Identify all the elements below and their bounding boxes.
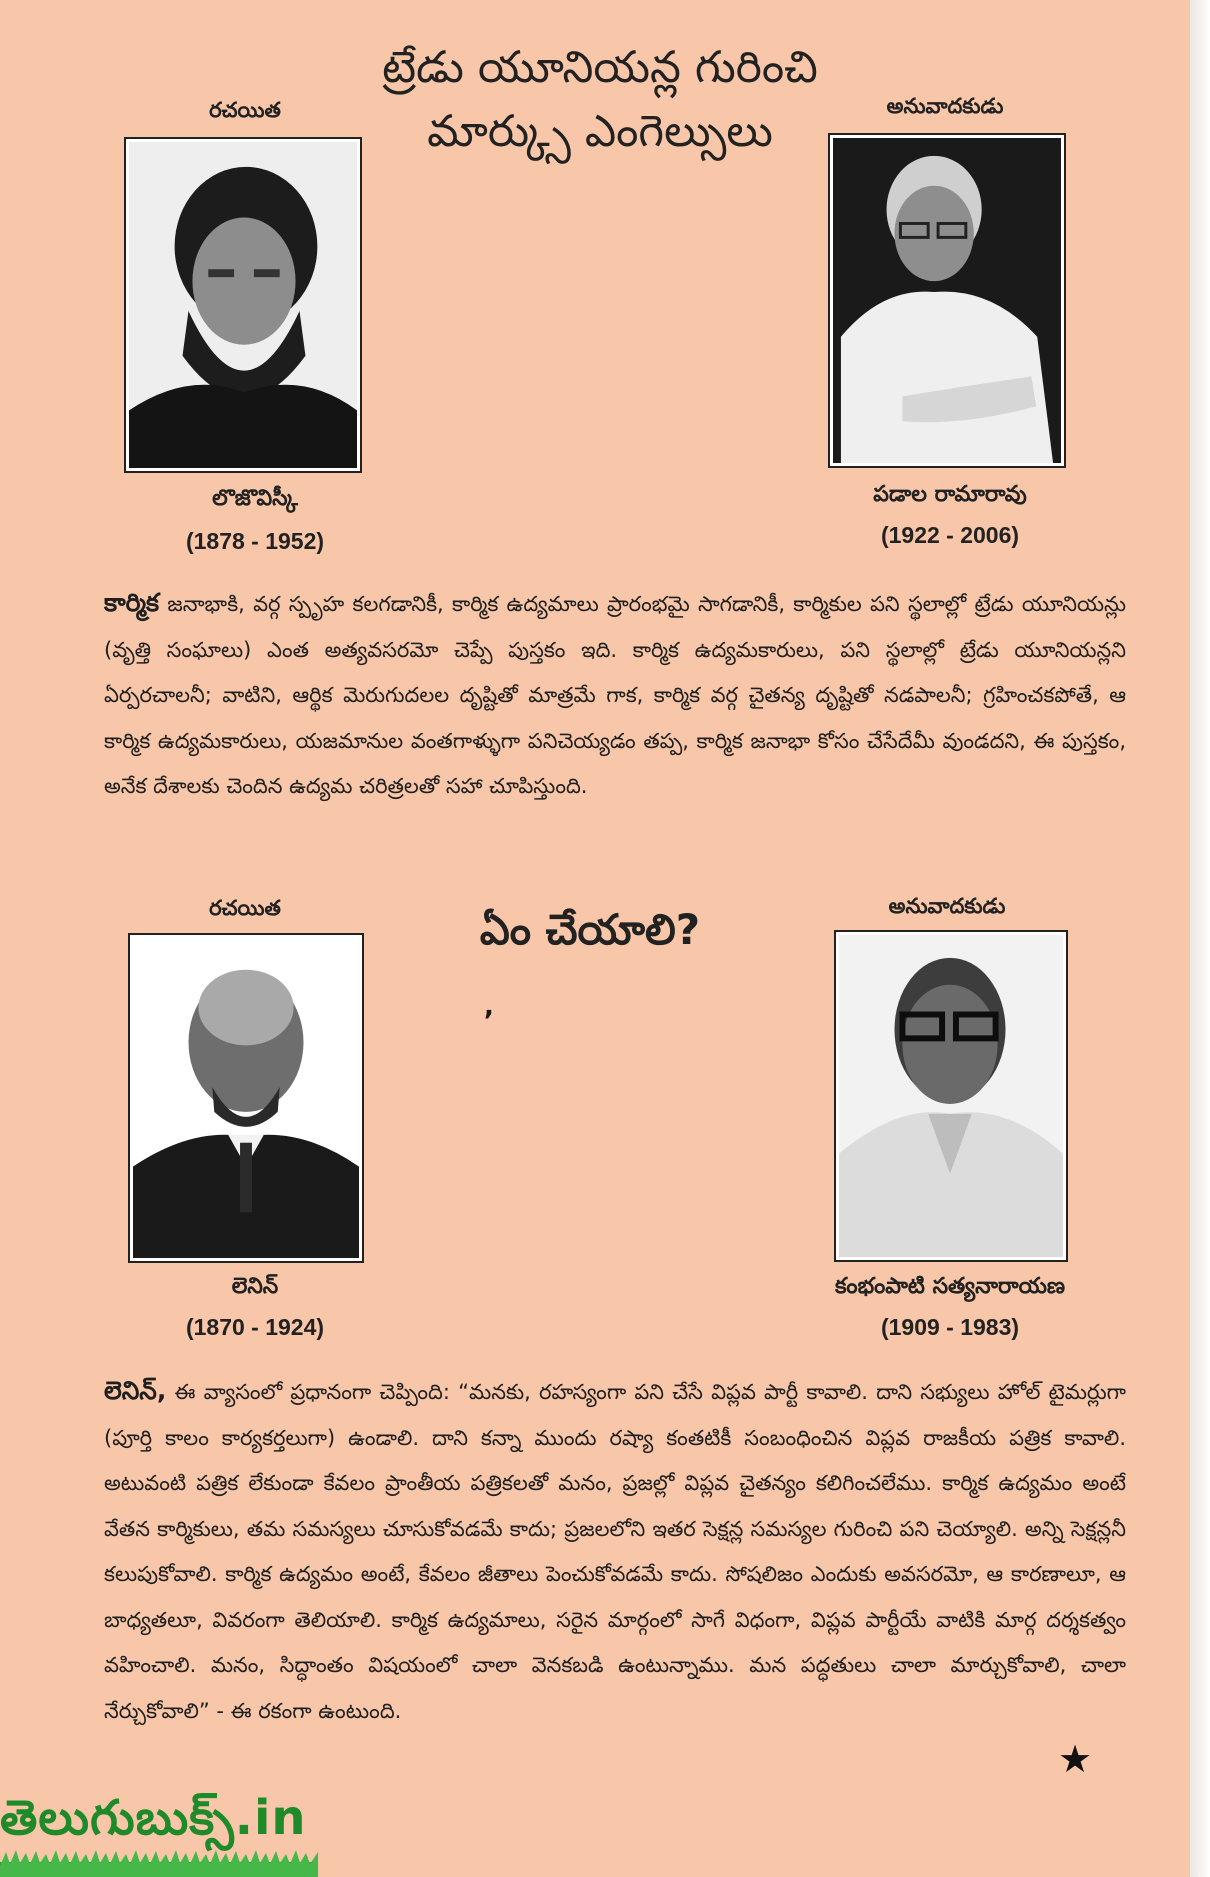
book1-translator-years: (1922 - 2006) — [880, 522, 1020, 548]
book1-author-years: (1878 - 1952) — [185, 528, 325, 554]
book1-translator-label: అనువాదకుడు — [886, 94, 1004, 118]
book1-translator-name: పడాల రామారావు — [873, 482, 1027, 507]
book2-translator-name: కంభంపాటి సత్యనారాయణ — [834, 1274, 1066, 1299]
kambhampati-portrait — [834, 930, 1068, 1262]
book2-title: ఏం చేయాలి? — [479, 905, 701, 954]
book1-description — [104, 580, 1126, 810]
watermark-logo: తెలుగుబుక్స్.in — [0, 1790, 307, 1846]
grass-decoration-icon — [0, 1848, 318, 1877]
stray-mark: , — [484, 992, 494, 1022]
book2-author-label: రచయిత — [209, 896, 281, 920]
book1-description-lead: కార్మిక — [104, 588, 160, 617]
book1-title-line1: ట్రేడు యూనియన్ల గురించి — [382, 42, 818, 93]
book2-description-text: ఈ వ్యాసంలో ప్రధానంగా చెప్పింది: “మనకు, రహస్యంగా పని చేసే విప్లవ పార్టీ కావాలి. దాని సభ్యులు హోల్ టైమర్లుగా (పూర్తి కాలం కార్యకర్తలుగా) ఉండాలి. దాని కన్నా ముందు రష్యా కంతటికీ సంబంధించిన విప్లవ రాజకీయ పత్రిక కావాలి. అటువంటి పత్రిక లేకుండా కేవలం ప్రాంతీయ పత్రికలతో మనం, ప్రజల్లో విప్లవ చైతన్యం కలిగించలేము. కార్మిక ఉద్యమం అంటే వేతన కార్మికులు, తమ సమస్యలు చూసుకోవడమే కాదు; ప్రజలలోని ఇతర సెక్షన్ల సమస్యల గురించి పని చెయ్యాలి. అన్ని సెక్షన్లనీ కలుపుకోవాలి. కార్మిక ఉద్యమం అంటే, కేవలం జీతాలు పెంచుకోవడమే కాదు. సోషలిజం ఎందుకు అవసరమో, ఆ కారణాలూ, ఆ బాధ్యతలూ, వివరంగా తెలియాలి. కార్మిక ఉద్యమాలు, సరైన మార్గంలో సాగే విధంగా, విప్లవ పార్టీయే వాటికి మార్గ దర్శకత్వం వహించాలి. మనం, సిద్ధాంతం విషయంలో చాలా వెనకబడి ఉంటున్నాము. మన పద్ధతులు చాలా మార్చుకోవాలి, చాలా నేర్చుకోవాలి” - ఈ రకంగా ఉంటుంది. — [104, 1380, 1126, 1723]
book1-author-name: లొజొవిస్కీ — [212, 486, 298, 511]
end-star-icon: ★ — [1058, 1737, 1093, 1781]
page-edge — [1190, 0, 1210, 1877]
book2-description-lead: లెనిన్, — [104, 1376, 167, 1405]
book2-description — [104, 1368, 1126, 1734]
book2-author-years: (1870 - 1924) — [185, 1314, 325, 1340]
padala-ramarao-portrait — [828, 133, 1066, 468]
book1-author-label: రచయిత — [209, 98, 281, 122]
book1-title-line2: మార్క్సు ఎంగెల్సులు — [427, 106, 773, 157]
lenin-portrait — [128, 933, 364, 1263]
book1-description-text: జనాభాకి, వర్గ స్పృహ కలగడానికీ, కార్మిక ఉద్యమాలు ప్రారంభమై సాగడానికీ, కార్మికుల పని స్థలాల్లో ట్రేడు యూనియన్లు (వృత్తి సంఘాలు) ఎంత అత్యవసరమో చెప్పే పుస్తకం ఇది. కార్మిక ఉద్యమకారులు, పని స్థలాల్లో ట్రేడు యూనియన్లని ఏర్పరచాలనీ; వాటిని, ఆర్థిక మెరుగుదలల దృష్టితో మాత్రమే గాక, కార్మిక వర్గ చైతన్య దృష్టితో నడపాలనీ; గ్రహించకపోతే, ఆ కార్మిక ఉద్యమకారులు, యజమానుల వంతగాళ్ళుగా పనిచెయ్యడం తప్ప, కార్మిక జనాభా కోసం చేసేదేమీ వుండదని, ఈ పుస్తకం, అనేక దేశాలకు చెందిన ఉద్యమ చరిత్రలతో సహా చూపిస్తుంది. — [104, 592, 1126, 798]
book2-translator-years: (1909 - 1983) — [880, 1314, 1020, 1340]
book2-author-name: లెనిన్ — [231, 1274, 279, 1299]
lozovsky-portrait — [124, 137, 362, 473]
book2-translator-label: అనువాదకుడు — [888, 894, 1006, 918]
